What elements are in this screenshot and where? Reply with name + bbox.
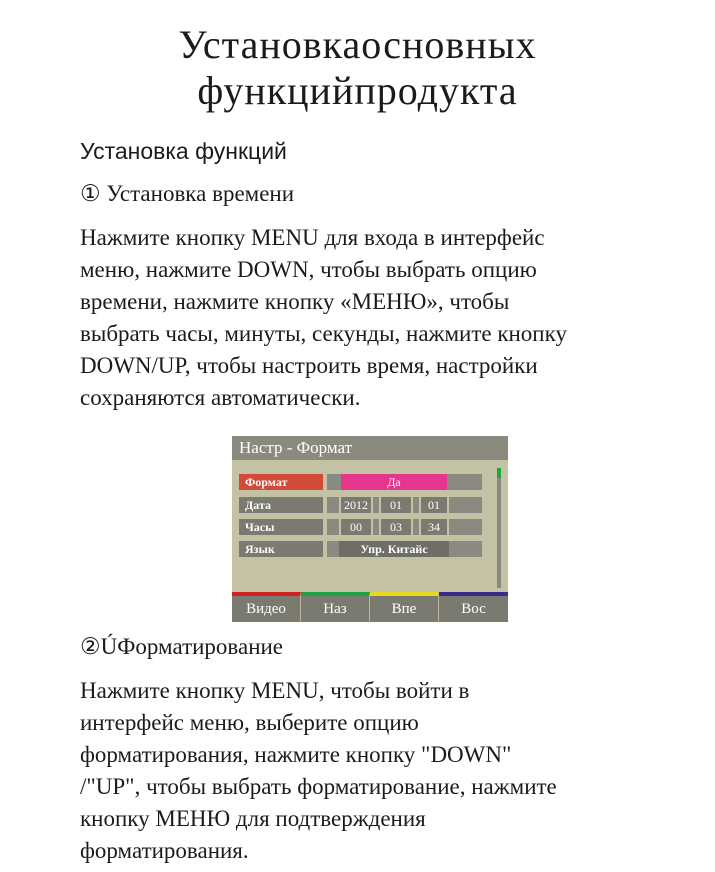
osd-row-track bbox=[327, 519, 482, 535]
osd-row-label: Формат bbox=[239, 474, 323, 490]
osd-date-day: 01 bbox=[419, 497, 449, 513]
osd-restore-button[interactable]: Вос bbox=[439, 592, 508, 622]
osd-forward-button[interactable]: Впе bbox=[370, 592, 439, 622]
osd-menu-screenshot bbox=[232, 436, 508, 622]
step2-line: форматирования. bbox=[80, 838, 249, 863]
page-title bbox=[0, 22, 715, 114]
step1-paragraph bbox=[80, 222, 680, 414]
osd-row-date[interactable] bbox=[239, 497, 482, 513]
osd-time-hours: 00 bbox=[339, 519, 373, 535]
step1-line: времени, нажмите кнопку «МЕНЮ», чтобы bbox=[80, 289, 510, 314]
step2-line: Нажмите кнопку MENU, чтобы войти в bbox=[80, 678, 470, 703]
osd-row-label: Дата bbox=[239, 497, 323, 513]
osd-back-button[interactable]: Наз bbox=[301, 592, 370, 622]
step2-paragraph bbox=[80, 675, 680, 867]
page-title-line-2: функцийпродукта bbox=[197, 68, 518, 113]
osd-scrollbar[interactable] bbox=[497, 468, 501, 588]
osd-date-month: 01 bbox=[379, 497, 413, 513]
section-heading: Установка функций bbox=[80, 138, 287, 164]
step2-heading: ②ÚФорматирование bbox=[80, 634, 284, 659]
step1-line: меню, нажмите DOWN, чтобы выбрать опцию bbox=[80, 257, 537, 282]
osd-scroll-thumb[interactable] bbox=[497, 468, 501, 478]
step1-line: выбрать часы, минуты, секунды, нажмите кнопку bbox=[80, 321, 567, 346]
osd-row-format[interactable] bbox=[239, 474, 482, 490]
osd-language-value: Упр. Китайс bbox=[339, 541, 449, 557]
osd-row-track bbox=[327, 497, 482, 513]
step1-line: DOWN/UP, чтобы настроить время, настройки bbox=[80, 353, 538, 378]
osd-video-button[interactable]: Видео bbox=[232, 592, 301, 622]
osd-row-label: Язык bbox=[239, 541, 323, 557]
osd-format-value: Да bbox=[341, 474, 447, 490]
step1-line: сохраняются автоматически. bbox=[80, 385, 361, 410]
page-title-line-1: Установкаосновных bbox=[178, 22, 537, 67]
osd-row-language[interactable] bbox=[239, 541, 482, 557]
step2-line: форматирования, нажмите кнопку "DOWN" bbox=[80, 742, 512, 767]
step2-line: кнопку МЕНЮ для подтверждения bbox=[80, 806, 426, 831]
step2-line: интерфейс меню, выберите опцию bbox=[80, 710, 419, 735]
osd-time-minutes: 03 bbox=[379, 519, 413, 535]
osd-row-time[interactable] bbox=[239, 519, 482, 535]
osd-time-seconds: 34 bbox=[419, 519, 449, 535]
osd-row-track bbox=[327, 474, 482, 490]
osd-title: Настр - Формат bbox=[232, 436, 508, 460]
osd-date-year: 2012 bbox=[339, 497, 373, 513]
osd-row-label: Часы bbox=[239, 519, 323, 535]
osd-row-track bbox=[327, 541, 482, 557]
step1-heading: ① Установка времени bbox=[80, 181, 295, 206]
step2-line: /"UP", чтобы выбрать форматирование, нажмите bbox=[80, 774, 557, 799]
step1-line: Нажмите кнопку MENU для входа в интерфейс bbox=[80, 225, 545, 250]
